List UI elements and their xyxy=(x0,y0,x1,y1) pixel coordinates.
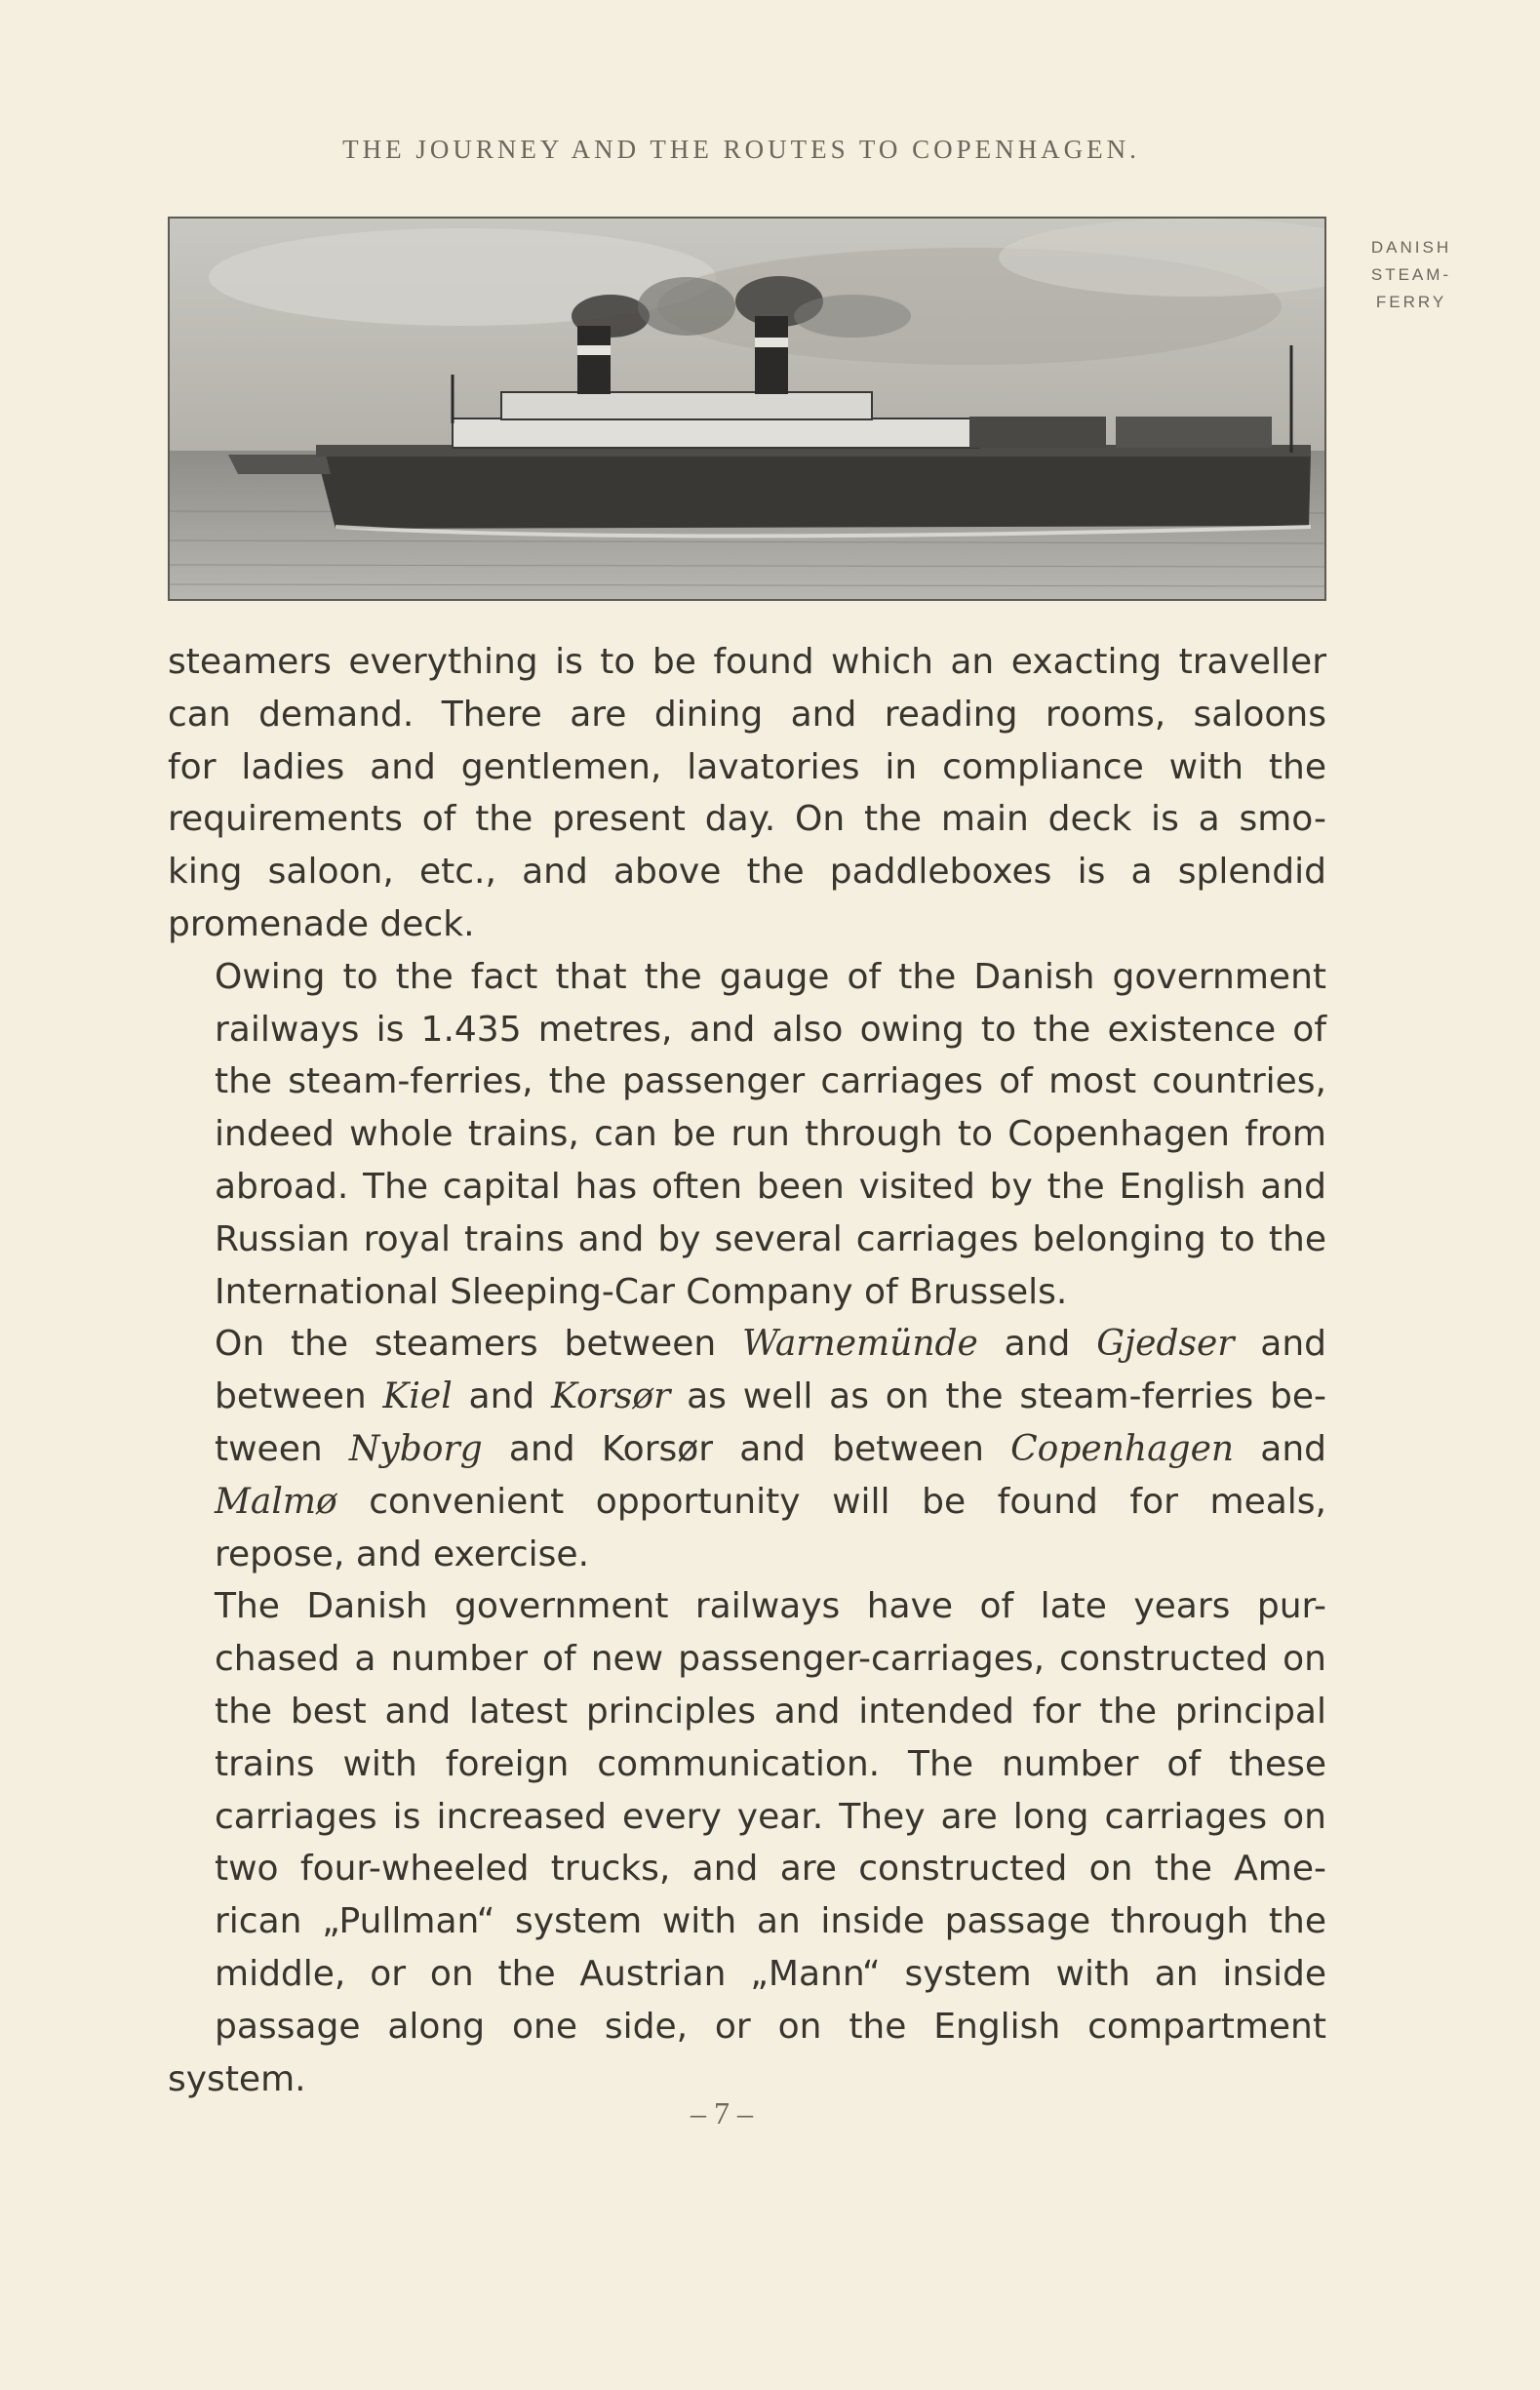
text-line xyxy=(168,689,1326,741)
text-line xyxy=(168,1056,1326,1108)
text-run: carriages is increased every year. They are long carriages on xyxy=(215,1796,1326,1837)
text-line xyxy=(168,1633,1326,1686)
ship-illustration xyxy=(170,219,1324,599)
text-run: abroad. The capital has often been visited by the English and xyxy=(215,1166,1326,1207)
text-line xyxy=(168,636,1326,689)
text-run: On the steamers between xyxy=(215,1324,742,1365)
text-run: repose, and exercise. xyxy=(215,1534,590,1574)
body-text xyxy=(168,636,1326,2105)
text-run: the best and latest principles and intended for the principal xyxy=(215,1691,1326,1732)
text-line xyxy=(168,1895,1326,1948)
marginal-note-line-2: STEAM- xyxy=(1370,265,1452,284)
text-line xyxy=(168,1161,1326,1214)
text-line xyxy=(168,793,1326,846)
italic-place-name: Copenhagen xyxy=(1010,1428,1235,1469)
text-run: between xyxy=(215,1376,383,1417)
text-run: promenade deck. xyxy=(168,903,475,944)
steam-ferry-photograph xyxy=(168,217,1326,601)
text-line xyxy=(168,1423,1326,1476)
italic-place-name: Korsør xyxy=(551,1376,671,1417)
page-number: – 7 – xyxy=(691,2095,753,2131)
text-line xyxy=(168,1843,1326,1895)
italic-place-name: Nyborg xyxy=(348,1428,483,1469)
text-run: the steam-ferries, the passenger carriages of most countries, xyxy=(215,1061,1326,1102)
text-line xyxy=(168,1686,1326,1738)
text-line xyxy=(168,1580,1326,1633)
italic-place-name: Kiel xyxy=(382,1376,453,1417)
text-line xyxy=(168,2001,1326,2106)
text-run: International Sleeping-Car Company of Brussels. xyxy=(215,1271,1068,1312)
italic-place-name: Warnemünde xyxy=(741,1324,978,1365)
text-line xyxy=(168,846,1326,898)
text-line xyxy=(168,951,1326,1004)
text-run: Owing to the fact that the gauge of the Danish government xyxy=(215,956,1326,997)
text-run: Russian royal trains and by several carriages belonging to the xyxy=(215,1218,1326,1259)
text-run: king saloon, etc., and above the paddleboxes is a splendid xyxy=(168,852,1326,893)
text-line xyxy=(168,898,1326,951)
text-run: as well as on the steam-ferries be- xyxy=(670,1376,1326,1417)
text-run: trains with foreign communication. The number of these xyxy=(215,1743,1326,1784)
text-line xyxy=(168,1371,1326,1423)
text-line xyxy=(168,1318,1326,1371)
running-head: THE JOURNEY AND THE ROUTES TO COPENHAGEN. xyxy=(342,135,1140,164)
italic-place-name: Malmø xyxy=(215,1481,337,1522)
text-run: steamers everything is to be found which an exacting traveller xyxy=(168,642,1326,682)
text-line xyxy=(168,1108,1326,1161)
paragraph xyxy=(168,951,1326,1319)
text-run: convenient opportunity will be found for meals, xyxy=(336,1481,1326,1522)
text-line xyxy=(168,1738,1326,1791)
paragraph xyxy=(168,1318,1326,1580)
marginal-note xyxy=(1338,234,1484,316)
text-line xyxy=(168,1266,1326,1319)
text-line xyxy=(168,741,1326,794)
text-run: and xyxy=(1234,1428,1327,1469)
text-run: can demand. There are dining and reading rooms, saloons xyxy=(168,694,1326,735)
text-run: chased a number of new passenger-carriages, constructed on xyxy=(215,1639,1326,1680)
text-run: and xyxy=(452,1376,552,1417)
text-run: passage along one side, or on the English compartment system. xyxy=(168,2006,1326,2099)
text-run: indeed whole trains, can be run through to Copenhagen from xyxy=(215,1114,1326,1155)
text-line xyxy=(168,1214,1326,1266)
paragraph xyxy=(168,1580,1326,2105)
text-run: middle, or on the Austrian „Mann“ system with an inside xyxy=(215,1953,1326,1994)
text-run: and xyxy=(1234,1324,1327,1365)
text-run: and xyxy=(977,1324,1097,1365)
text-line xyxy=(168,1791,1326,1844)
text-run: and Korsør and between xyxy=(482,1428,1011,1469)
text-run: railways is 1.435 metres, and also owing to the existence of xyxy=(215,1009,1326,1050)
text-run: The Danish government railways have of late years pur- xyxy=(215,1586,1326,1627)
text-run: for ladies and gentlemen, lavatories in compliance with the xyxy=(168,746,1326,787)
text-line xyxy=(168,1476,1326,1529)
text-line xyxy=(168,1948,1326,2001)
italic-place-name: Gjedser xyxy=(1096,1324,1235,1365)
marginal-note-line-1: DANISH xyxy=(1370,238,1452,257)
text-line xyxy=(168,1004,1326,1056)
text-run: two four-wheeled trucks, and are constructed on the Ame- xyxy=(215,1849,1326,1890)
text-line xyxy=(168,1529,1326,1581)
paragraph xyxy=(168,636,1326,951)
text-run: rican „Pullman“ system with an inside passage through the xyxy=(215,1901,1326,1942)
text-run: requirements of the present day. On the main deck is a smo- xyxy=(168,799,1326,840)
marginal-note-line-3: FERRY xyxy=(1375,293,1447,311)
text-run: tween xyxy=(215,1428,349,1469)
